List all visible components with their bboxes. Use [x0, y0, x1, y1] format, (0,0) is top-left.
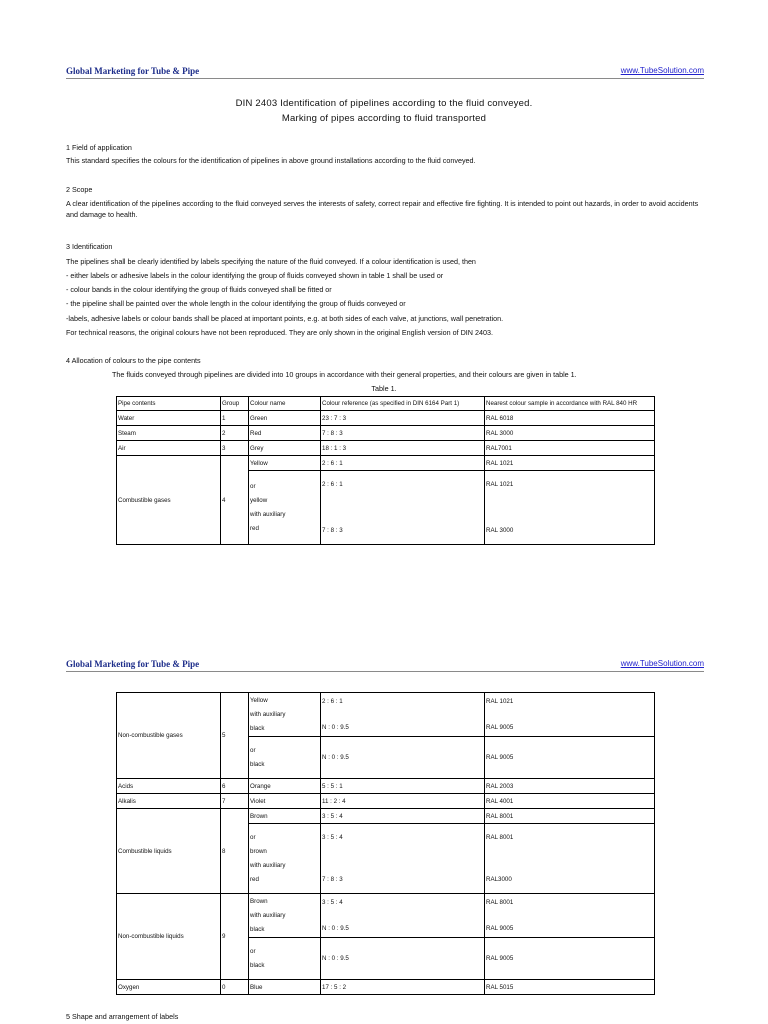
table-row [117, 980, 655, 995]
table-row [117, 794, 655, 809]
colour-ref: 3 : 5 : 4 [322, 898, 343, 906]
table-cell: 0 [221, 980, 249, 995]
ral-value: RAL 9005 [486, 723, 514, 731]
table-cell: Green [249, 411, 321, 426]
table-cell: 9 [221, 894, 249, 980]
table-cell: Orange [249, 779, 321, 794]
table-cell: Blue [249, 980, 321, 995]
section-3-line-3: - colour bands in the colour identifying the group of fluids conveyed shall be fitted or [66, 285, 332, 294]
table-cell: 6 [221, 779, 249, 794]
table-cell: Yellow [249, 456, 321, 471]
table-row [117, 411, 655, 426]
table-cell [249, 824, 321, 894]
colour-ref: 3 : 5 : 4 [322, 833, 343, 841]
doc-title-line-2: Marking of pipes according to fluid transported [281, 113, 487, 124]
table-cell: 2 [221, 426, 249, 441]
colour-ref: 2 : 6 : 1 [322, 697, 343, 705]
table-cell: Acids [117, 779, 221, 794]
header-cell: Nearest colour sample in accordance with RAL 840 HR [485, 397, 655, 411]
table-cell: Red [249, 426, 321, 441]
table-cell [321, 693, 485, 737]
section-3-line-5: -labels, adhesive labels or colour bands shall be placed at important points, e.g. at both sides of each valve, at junctions, wall penetration. [66, 314, 504, 323]
table-cell: Combustible gases [117, 456, 221, 545]
colour-note: black [250, 961, 265, 969]
table-cell: Water [117, 411, 221, 426]
ral-value: RAL 3000 [486, 526, 514, 534]
colour-note: or [250, 746, 256, 754]
table-cell: 8 [221, 809, 249, 894]
brand-name: Global Marketing for Tube & Pipe [66, 66, 200, 76]
table-cell: RAL 4001 [485, 794, 655, 809]
colour-ref: N : 0 : 9.5 [322, 723, 349, 731]
section-4-heading: 4 Allocation of colours to the pipe contents [66, 356, 201, 365]
table-row [117, 456, 655, 471]
doc-title-line-1: DIN 2403 Identification of pipelines according to the fluid conveyed. [235, 98, 533, 109]
table-cell: N : 0 : 9.5 [321, 938, 485, 980]
table-cell: RAL 8001 [485, 809, 655, 824]
table-row [117, 426, 655, 441]
table-cell: 3 : 5 : 4 [321, 809, 485, 824]
website-link[interactable]: www.TubeSolution.com [620, 66, 704, 75]
section-4-text: The fluids conveyed through pipelines are divided into 10 groups in accordance with their general properties, and their colours are given in table 1. [112, 370, 577, 379]
colour-note: black [250, 724, 265, 732]
section-1-text: This standard specifies the colours for the identification of pipelines in above ground installations according to the fluid conveyed. [66, 156, 476, 165]
header-divider [66, 78, 704, 79]
table-cell [249, 693, 321, 737]
table-cell: 11 : 2 : 4 [321, 794, 485, 809]
colour-note: brown [250, 847, 267, 855]
colour-table-part-2 [116, 692, 655, 995]
table-cell [321, 824, 485, 894]
section-2-text: A clear identification of the pipelines according to the fluid conveyed serves the interests of safety, correct repair and effective fire fighting. It is intended to point out hazards, in order to avoid accidents and damage to health. [66, 199, 699, 219]
table-cell: 18 : 1 : 3 [321, 441, 485, 456]
colour-note: or [250, 947, 256, 955]
table-cell: 17 : 5 : 2 [321, 980, 485, 995]
table-cell: 1 [221, 411, 249, 426]
table-cell: Brown [249, 809, 321, 824]
table-cell: Grey [249, 441, 321, 456]
section-3-heading: 3 Identification [66, 242, 113, 251]
table-cell: Alkalis [117, 794, 221, 809]
colour-ref: N : 0 : 9.5 [322, 924, 349, 932]
section-3-line-2: - either labels or adhesive labels in the colour identifying the group of fluids conveyed shown in table 1 shall be used or [66, 271, 444, 280]
table-cell: Air [117, 441, 221, 456]
table-cell: Non-combustible liquids [117, 894, 221, 980]
ral-value: RAL3000 [486, 875, 512, 883]
header-cell: Pipe contents [117, 397, 221, 411]
table-cell [249, 737, 321, 779]
table-cell: RAL 9005 [485, 938, 655, 980]
table-cell: 2 : 6 : 1 [321, 456, 485, 471]
table-row [117, 693, 655, 737]
table-cell [485, 824, 655, 894]
header-cell: Group [221, 397, 249, 411]
section-5-heading: 5 Shape and arrangement of labels [66, 1012, 179, 1021]
colour-note: with auxiliary [250, 861, 286, 869]
ral-value: RAL 1021 [486, 480, 514, 488]
ral-value: RAL 1021 [486, 697, 514, 705]
table-cell: RAL 3000 [485, 426, 655, 441]
page-header-2 [66, 659, 704, 675]
table-cell: RAL 5015 [485, 980, 655, 995]
table-row [117, 779, 655, 794]
table-cell: Non-combustible gases [117, 693, 221, 779]
table-cell: RAL 1021 [485, 456, 655, 471]
table-cell [249, 471, 321, 545]
table-cell [249, 938, 321, 980]
table-caption: Table 1. [371, 384, 397, 393]
colour-note: yellow [250, 496, 268, 504]
header-cell: Colour reference (as specified in DIN 6164 Part 1) [321, 397, 485, 411]
section-3-line-1: The pipelines shall be clearly identified by labels specifying the nature of the fluid conveyed. If a colour identification is used, then [66, 257, 476, 266]
website-link[interactable]: www.TubeSolution.com [620, 659, 704, 668]
table-header-row [117, 397, 655, 411]
header-divider [66, 671, 704, 672]
brand-name: Global Marketing for Tube & Pipe [66, 659, 200, 669]
table-cell: RAL 2003 [485, 779, 655, 794]
colour-note: red [250, 875, 259, 883]
table-cell: Oxygen [117, 980, 221, 995]
table-cell [321, 471, 485, 545]
table-cell: RAL7001 [485, 441, 655, 456]
table-row [117, 894, 655, 938]
colour-note: with auxiliary [250, 710, 286, 718]
colour-table-part-1 [116, 396, 655, 545]
colour-note: red [250, 524, 259, 532]
colour-note: with auxiliary [250, 510, 286, 518]
colour-ref: 7 : 8 : 3 [322, 875, 343, 883]
table-row [117, 809, 655, 824]
table-cell: 23 : 7 : 3 [321, 411, 485, 426]
table-cell [321, 894, 485, 938]
table-cell: 5 [221, 693, 249, 779]
table-cell: N : 0 : 9.5 [321, 737, 485, 779]
section-3-line-4: - the pipeline shall be painted over the whole length in the colour identifying the group of fluids conveyed or [66, 299, 406, 308]
colour-note: Brown [250, 897, 268, 905]
ral-value: RAL 8001 [486, 833, 514, 841]
colour-note: black [250, 760, 265, 768]
table-cell: 5 : 5 : 1 [321, 779, 485, 794]
table-cell: Violet [249, 794, 321, 809]
section-3-line-6: For technical reasons, the original colours have not been reproduced. They are only shown in the original English version of DIN 2403. [66, 328, 493, 337]
table-cell [485, 693, 655, 737]
colour-ref: 2 : 6 : 1 [322, 480, 343, 488]
table-cell [485, 471, 655, 545]
table-cell: 4 [221, 456, 249, 545]
table-cell: 7 [221, 794, 249, 809]
table-cell: RAL 9005 [485, 737, 655, 779]
colour-note: Yellow [250, 696, 268, 704]
colour-note: with auxiliary [250, 911, 286, 919]
table-cell: Combustible liquids [117, 809, 221, 894]
colour-note: black [250, 925, 265, 933]
table-cell [249, 894, 321, 938]
colour-note: or [250, 482, 256, 490]
table-row [117, 441, 655, 456]
page-header [66, 66, 704, 82]
table-cell: 3 [221, 441, 249, 456]
colour-ref: 7 : 8 : 3 [322, 526, 343, 534]
section-2-heading: 2 Scope [66, 185, 93, 194]
table-cell [485, 894, 655, 938]
table-cell: 7 : 8 : 3 [321, 426, 485, 441]
section-1-heading: 1 Field of application [66, 143, 132, 152]
table-cell: RAL 6018 [485, 411, 655, 426]
colour-note: or [250, 833, 256, 841]
header-cell: Colour name [249, 397, 321, 411]
ral-value: RAL 9005 [486, 924, 514, 932]
ral-value: RAL 8001 [486, 898, 514, 906]
table-cell: Steam [117, 426, 221, 441]
